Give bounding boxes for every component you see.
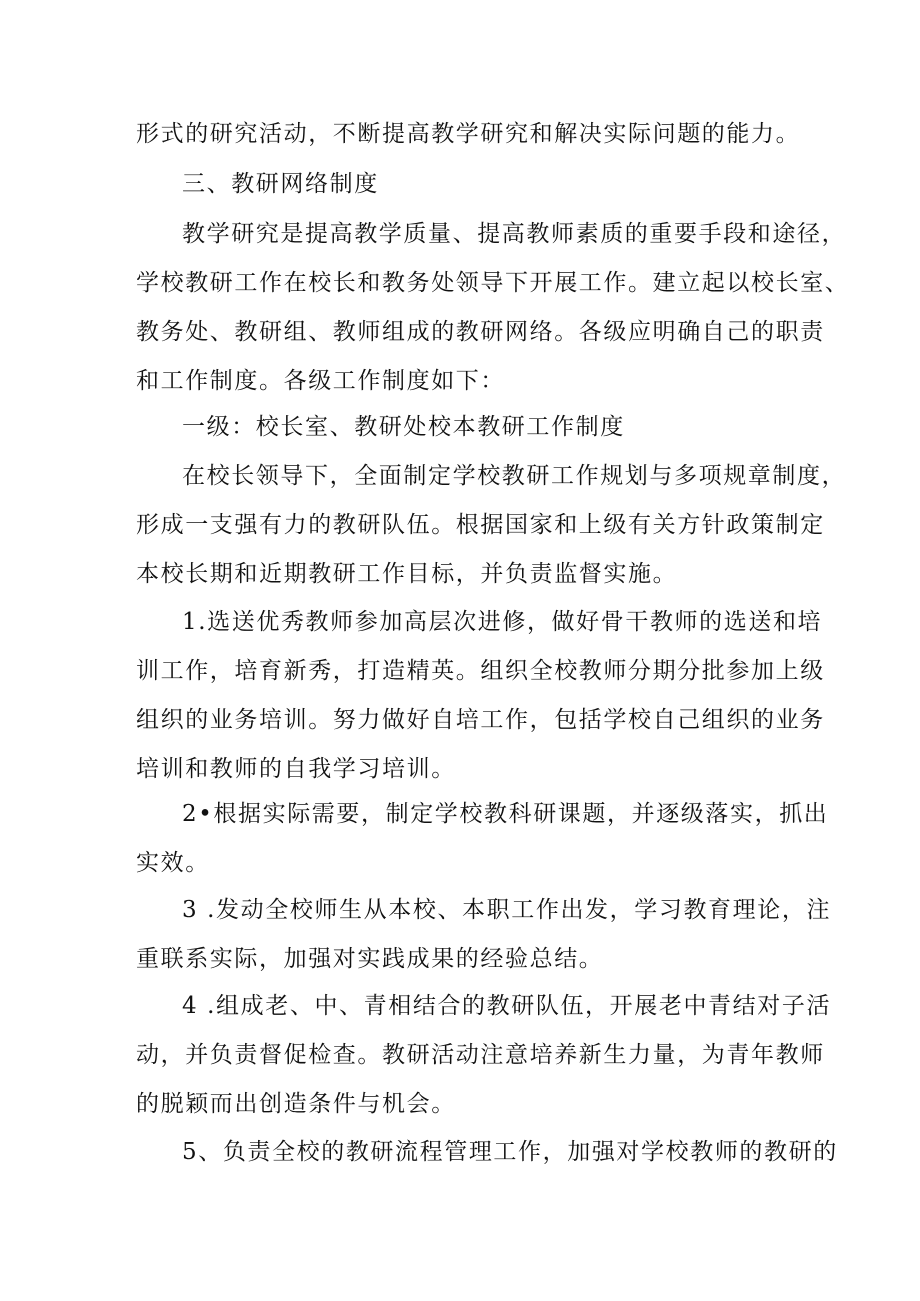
list-item-1 — [136, 598, 825, 794]
heading-text: 一级：校长室、教研处校本教研工作制度 — [182, 414, 625, 440]
text-line: 教学研究是提高教学质量、提高教师素质的重要手段和途径， — [182, 221, 847, 247]
text-line: 教务处、教研组、教师组成的教研网络。各级应明确自己的职责 — [136, 319, 825, 345]
text-line: 训工作，培育新秀，打造精英。组织全校教师分期分批参加上级 — [136, 658, 825, 684]
text-line: 1.选送优秀教师参加高层次进修，做好骨干教师的选送和培 — [182, 609, 823, 635]
text-line: 学校教研工作在校长和教务处领导下开展工作。建立起以校长室、 — [136, 270, 850, 296]
list-item-5 — [136, 1128, 838, 1177]
list-item-3 — [136, 886, 832, 984]
text-line: 3 .发动全校师生从本校、本职工作出发，学习教育理论，注 — [182, 897, 832, 923]
text-line: 形成一支强有力的教研队伍。根据国家和上级有关方针政策制定 — [136, 512, 825, 538]
paragraph-intro — [136, 210, 850, 406]
text-line: 本校长期和近期教研工作目标，并负责监督实施。 — [136, 561, 678, 587]
paragraph-level-one — [136, 452, 847, 599]
heading-text: 三、教研网络制度 — [182, 171, 379, 197]
text-line: 实效。 — [136, 850, 210, 876]
text-line: 和工作制度。各级工作制度如下： — [136, 368, 505, 394]
text-line: 组织的业务培训。努力做好自培工作，包括学校自己组织的业务 — [136, 707, 825, 733]
section-heading — [136, 160, 796, 209]
subsection-heading — [136, 403, 796, 452]
text-line: 在校长领导下，全面制定学校教研工作规划与多项规章制度， — [182, 463, 847, 489]
list-item-4 — [136, 982, 832, 1129]
text-line: 重联系实际，加强对实践成果的经验总结。 — [136, 946, 604, 972]
text-line: 4 .组成老、中、青相结合的教研队伍，开展老中青结对子活 — [182, 993, 832, 1019]
text-line: 动，并负责督促检查。教研活动注意培养新生力量，为青年教师 — [136, 1042, 825, 1068]
text-line: 2•根据实际需要，制定学校教科研课题，并逐级落实，抓出 — [182, 801, 829, 827]
text-line: 5、负责全校的教研流程管理工作，加强对学校教师的教研的 — [182, 1139, 838, 1165]
text-line: 形式的研究活动，不断提高教学研究和解决实际问题的能力。 — [136, 121, 801, 147]
text-line: 的脱颖而出创造条件与机会。 — [136, 1091, 456, 1117]
paragraph-continuation — [136, 110, 801, 159]
text-line: 培训和教师的自我学习培训。 — [136, 756, 456, 782]
list-item-2 — [136, 790, 829, 888]
